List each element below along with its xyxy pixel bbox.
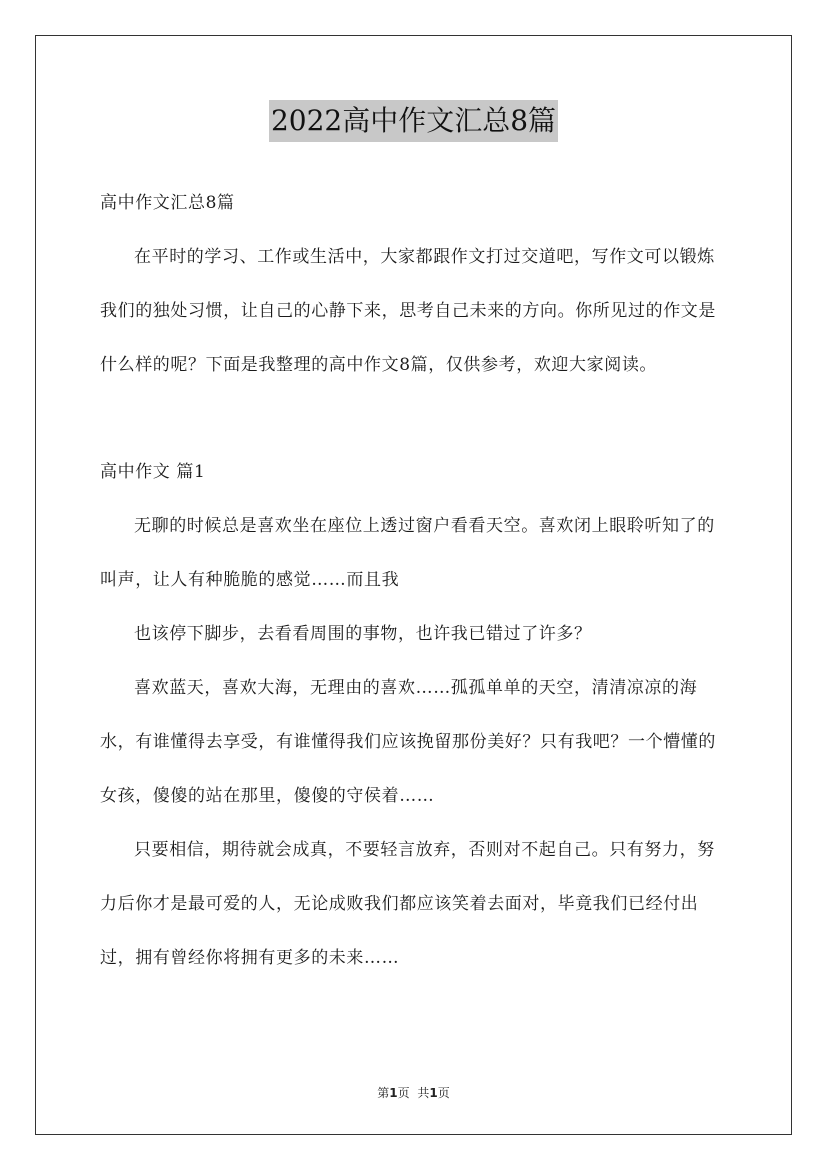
total-pages: 1: [429, 1086, 438, 1100]
page-footer: [0, 1084, 827, 1101]
essay-paragraph: 也该停下脚步，去看看周围的事物，也许我已错过了许多？: [134, 624, 592, 644]
section-heading: 高中作文 篇1: [100, 462, 206, 482]
page-prefix: 第: [377, 1086, 390, 1100]
essay-paragraph: 无聊的时候总是喜欢坐在座位上透过窗户看看天空。喜欢闭上眼聆听知了的叫声，让人有种脆脆的感觉……而且我: [100, 516, 715, 590]
title-container: [0, 100, 827, 142]
page-suffix: 页: [397, 1086, 410, 1100]
document-subtitle: 高中作文汇总8篇: [100, 193, 235, 213]
essay-paragraph: 只要相信，期待就会成真，不要轻言放弃，否则对不起自己。只有努力，努力后你才是最可爱的人，无论成败我们都应该笑着去面对，毕竟我们已经付出过，拥有曾经你将拥有更多的未来……: [100, 840, 715, 968]
section-spacer: [100, 392, 730, 445]
total-suffix: 页: [437, 1086, 450, 1100]
document-body: [100, 176, 730, 985]
intro-paragraph: 在平时的学习、工作或生活中，大家都跟作文打过交道吧，写作文可以锻炼我们的独处习惯，让自己的心静下来，思考自己未来的方向。你所见过的作文是什么样的呢？下面是我整理的高中作文8篇，仅供参考，欢迎大家阅读。: [100, 247, 716, 375]
page-number: 1: [389, 1086, 398, 1100]
document-title: 2022高中作文汇总8篇: [269, 100, 558, 142]
total-prefix: 共: [417, 1086, 430, 1100]
essay-paragraph: 喜欢蓝天，喜欢大海，无理由的喜欢……孤孤单单的天空，清清凉凉的海水，有谁懂得去享受，有谁懂得我们应该挽留那份美好？只有我吧？一个懵懂的女孩，傻傻的站在那里，傻傻的守侯着……: [100, 678, 716, 806]
